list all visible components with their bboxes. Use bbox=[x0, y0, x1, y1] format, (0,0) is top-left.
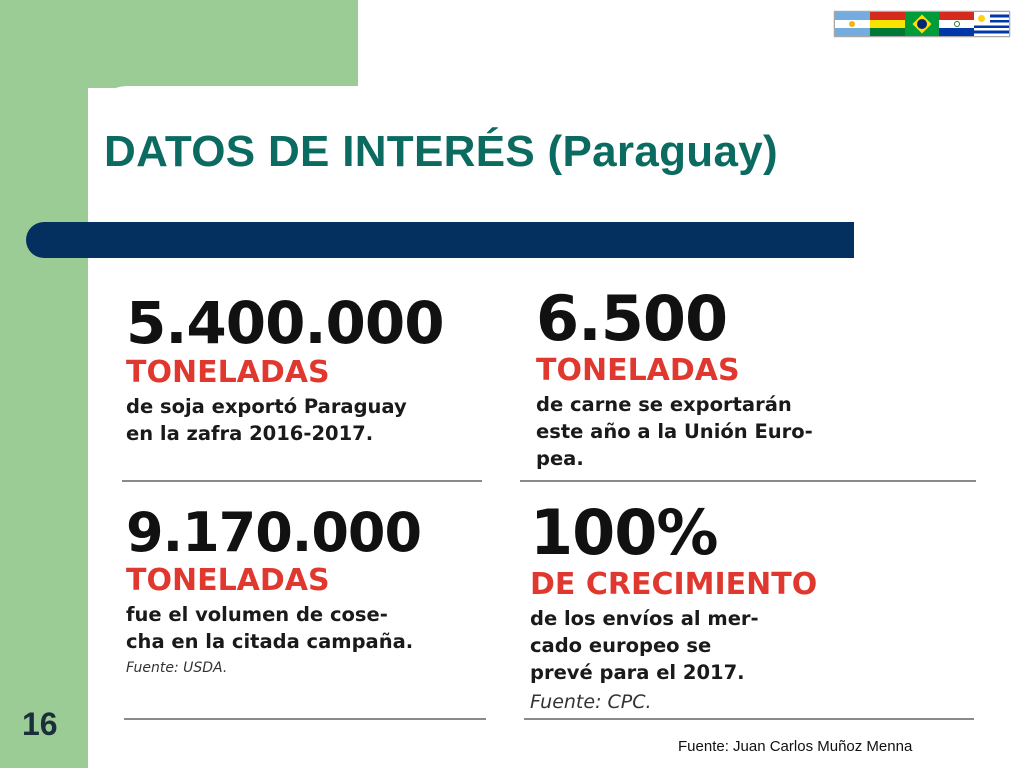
stat-unit: TONELADAS bbox=[126, 563, 330, 598]
stat-soy-exports bbox=[126, 289, 444, 448]
stat-harvest-volume bbox=[126, 501, 422, 676]
title-underline-bar bbox=[26, 222, 854, 258]
source-credit: Fuente: Juan Carlos Muñoz Menna bbox=[678, 738, 913, 755]
divider-top-right bbox=[520, 480, 976, 482]
divider-top-left bbox=[122, 480, 482, 482]
stat-growth bbox=[530, 496, 818, 713]
stat-credit: Fuente: CPC. bbox=[530, 690, 652, 713]
stat-unit: TONELADAS bbox=[126, 355, 330, 390]
stat-description-line: cado europeo se bbox=[530, 633, 712, 657]
slide-title: DATOS DE INTERÉS (Paraguay) bbox=[104, 127, 778, 176]
divider-bottom-right bbox=[524, 718, 974, 720]
stat-description-line: de los envíos al mer- bbox=[530, 607, 759, 630]
stat-beef-exports bbox=[536, 282, 813, 473]
stat-number: 100% bbox=[530, 496, 718, 569]
stat-description bbox=[536, 392, 813, 473]
stat-description-line: de carne se exportarán bbox=[536, 393, 792, 416]
divider-bottom-left bbox=[124, 718, 486, 720]
stat-description-line: fue el volumen de cose- bbox=[126, 603, 388, 626]
stat-description-line: este año a la Unión Euro- bbox=[536, 419, 813, 443]
stat-number: 9.170.000 bbox=[126, 501, 422, 564]
stat-description-line: cha en la citada campaña. bbox=[126, 629, 414, 653]
stat-number: 5.400.000 bbox=[126, 289, 444, 357]
argentina-flag-icon bbox=[835, 12, 870, 36]
stat-credit: Fuente: USDA. bbox=[126, 659, 228, 676]
paraguay-flag-icon bbox=[939, 12, 974, 36]
stat-description-line: pea. bbox=[536, 446, 584, 470]
brazil-flag-icon bbox=[905, 12, 940, 36]
slide-green-side-frame bbox=[0, 0, 88, 768]
slide-green-top-frame bbox=[0, 0, 358, 88]
stat-unit: DE CRECIMIENTO bbox=[530, 567, 818, 602]
bolivia-flag-icon bbox=[870, 12, 905, 36]
stat-description-line: de soja exportó Paraguay bbox=[126, 395, 407, 418]
stat-description-line: prevé para el 2017. bbox=[530, 660, 745, 684]
stats-infographic bbox=[116, 282, 978, 728]
page-number: 16 bbox=[22, 706, 58, 742]
uruguay-flag-icon bbox=[974, 12, 1009, 36]
stat-description-line: en la zafra 2016-2017. bbox=[126, 421, 374, 445]
mercosur-flags bbox=[834, 11, 1010, 37]
stat-description bbox=[126, 602, 421, 656]
stat-description bbox=[126, 394, 444, 448]
stat-number: 6.500 bbox=[536, 282, 728, 355]
stat-unit: TONELADAS bbox=[536, 353, 740, 388]
stat-description bbox=[530, 606, 817, 687]
